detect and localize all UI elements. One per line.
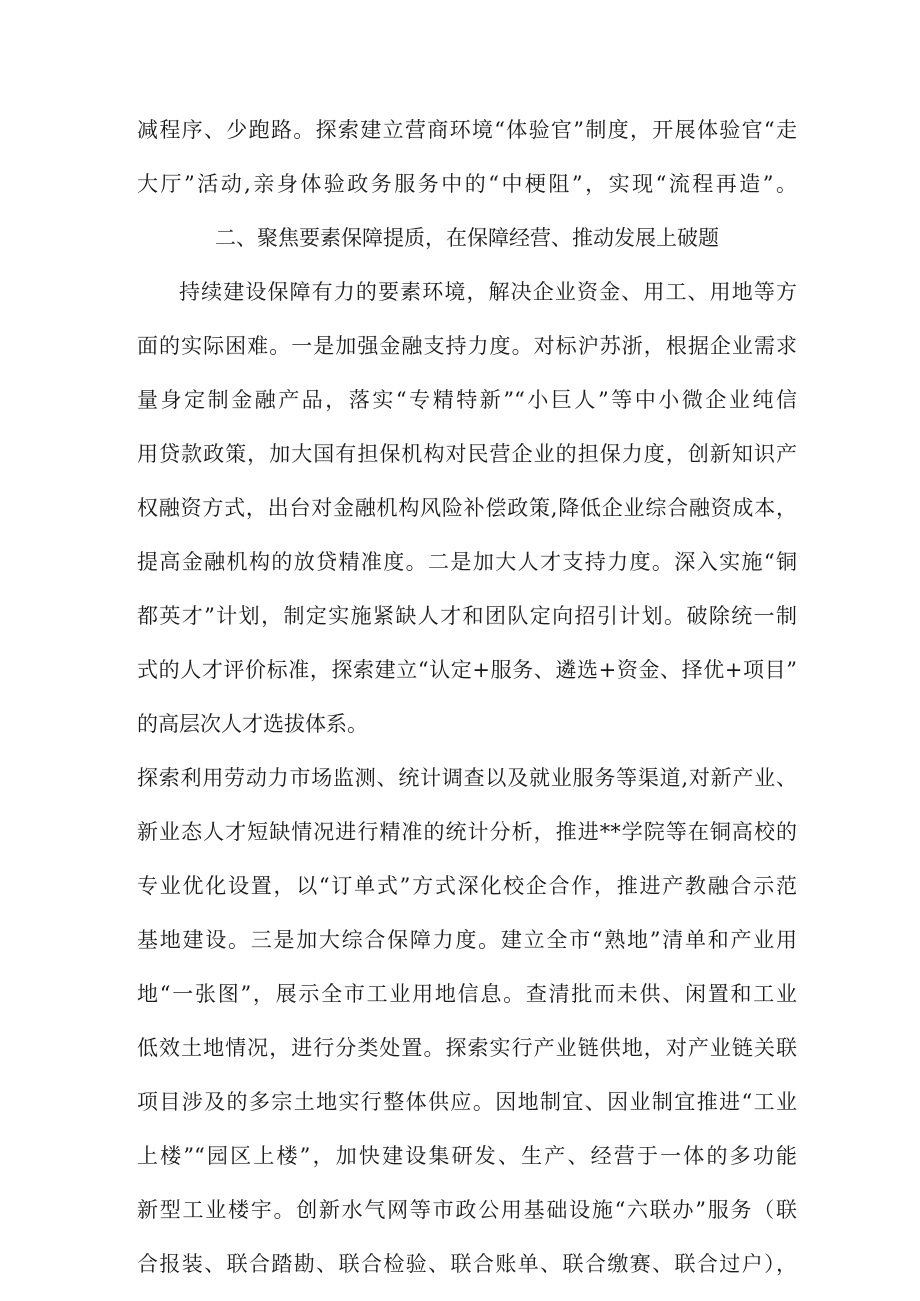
paragraph-2-line-3: 量身定制金融产品，落实“专精特新”“小巨人”等中小微企业纯信 [137, 388, 797, 412]
paragraph-3-line-3: 专业优化设置，以“订单式”方式深化校企合作，推进产教融合示范 [137, 874, 797, 898]
paragraph-3-line-6: 低效土地情况，进行分类处置。探索实行产业链供地，对产业链关联 [137, 1036, 797, 1060]
paragraph-3-line-7: 项目涉及的多宗土地实行整体供应。因地制宜、因业制宜推进“工业 [137, 1090, 797, 1114]
section-heading: 二、聚焦要素保障提质，在保障经营、推动发展上破题 [215, 226, 719, 250]
paragraph-3-line-10: 合报装、联合踏勘、联合检验、联合账单、联合缴赛、联合过户）， [137, 1252, 797, 1276]
paragraph-1-line-1: 减程序、少跑路。探索建立营商环境“体验官”制度，开展体验官“走 [137, 118, 797, 142]
paragraph-3-line-2: 新业态人才短缺情况进行精准的统计分析，推进**学院等在铜高校的 [137, 820, 797, 844]
paragraph-2-line-9: 的高层次人才选拔体系。 [137, 712, 368, 736]
paragraph-3-line-9: 新型工业楼宇。创新水气网等市政公用基础设施“六联办”服务（联 [137, 1198, 797, 1222]
paragraph-3-line-1: 探索利用劳动力市场监测、统计调查以及就业服务等渠道,对新产业、 [137, 766, 797, 790]
paragraph-2-line-1: 持续建设保障有力的要素环境，解决企业资金、用工、用地等方 [179, 280, 797, 304]
paragraph-2-line-2: 面的实际困难。一是加强金融支持力度。对标沪苏浙，根据企业需求 [137, 334, 797, 358]
paragraph-3-line-5: 地“一张图”，展示全市工业用地信息。查清批而未供、闲置和工业 [137, 982, 797, 1006]
paragraph-3-line-8: 上楼”“园区上楼”，加快建设集研发、生产、经营于一体的多功能 [137, 1144, 797, 1168]
paragraph-3-line-4: 基地建设。三是加大综合保障力度。建立全市“熟地”清单和产业用 [137, 928, 797, 952]
paragraph-2-line-5: 权融资方式，出台对金融机构风险补偿政策,降低企业综合融资成本， [137, 496, 797, 520]
paragraph-2-line-4: 用贷款政策，加大国有担保机构对民营企业的担保力度，创新知识产 [137, 442, 797, 466]
paragraph-2-line-6: 提高金融机构的放贷精准度。二是加大人才支持力度。深入实施“铜 [137, 550, 797, 574]
paragraph-1-line-2: 大厅”活动,亲身体验政务服务中的“中梗阻”，实现“流程再造”。 [137, 172, 797, 196]
paragraph-2-line-8: 式的人才评价标准，探索建立“认定+服务、遴选+资金、择优+项目” [137, 658, 797, 682]
paragraph-2-line-7: 都英才”计划，制定实施紧缺人才和团队定向招引计划。破除统一制 [137, 604, 797, 628]
